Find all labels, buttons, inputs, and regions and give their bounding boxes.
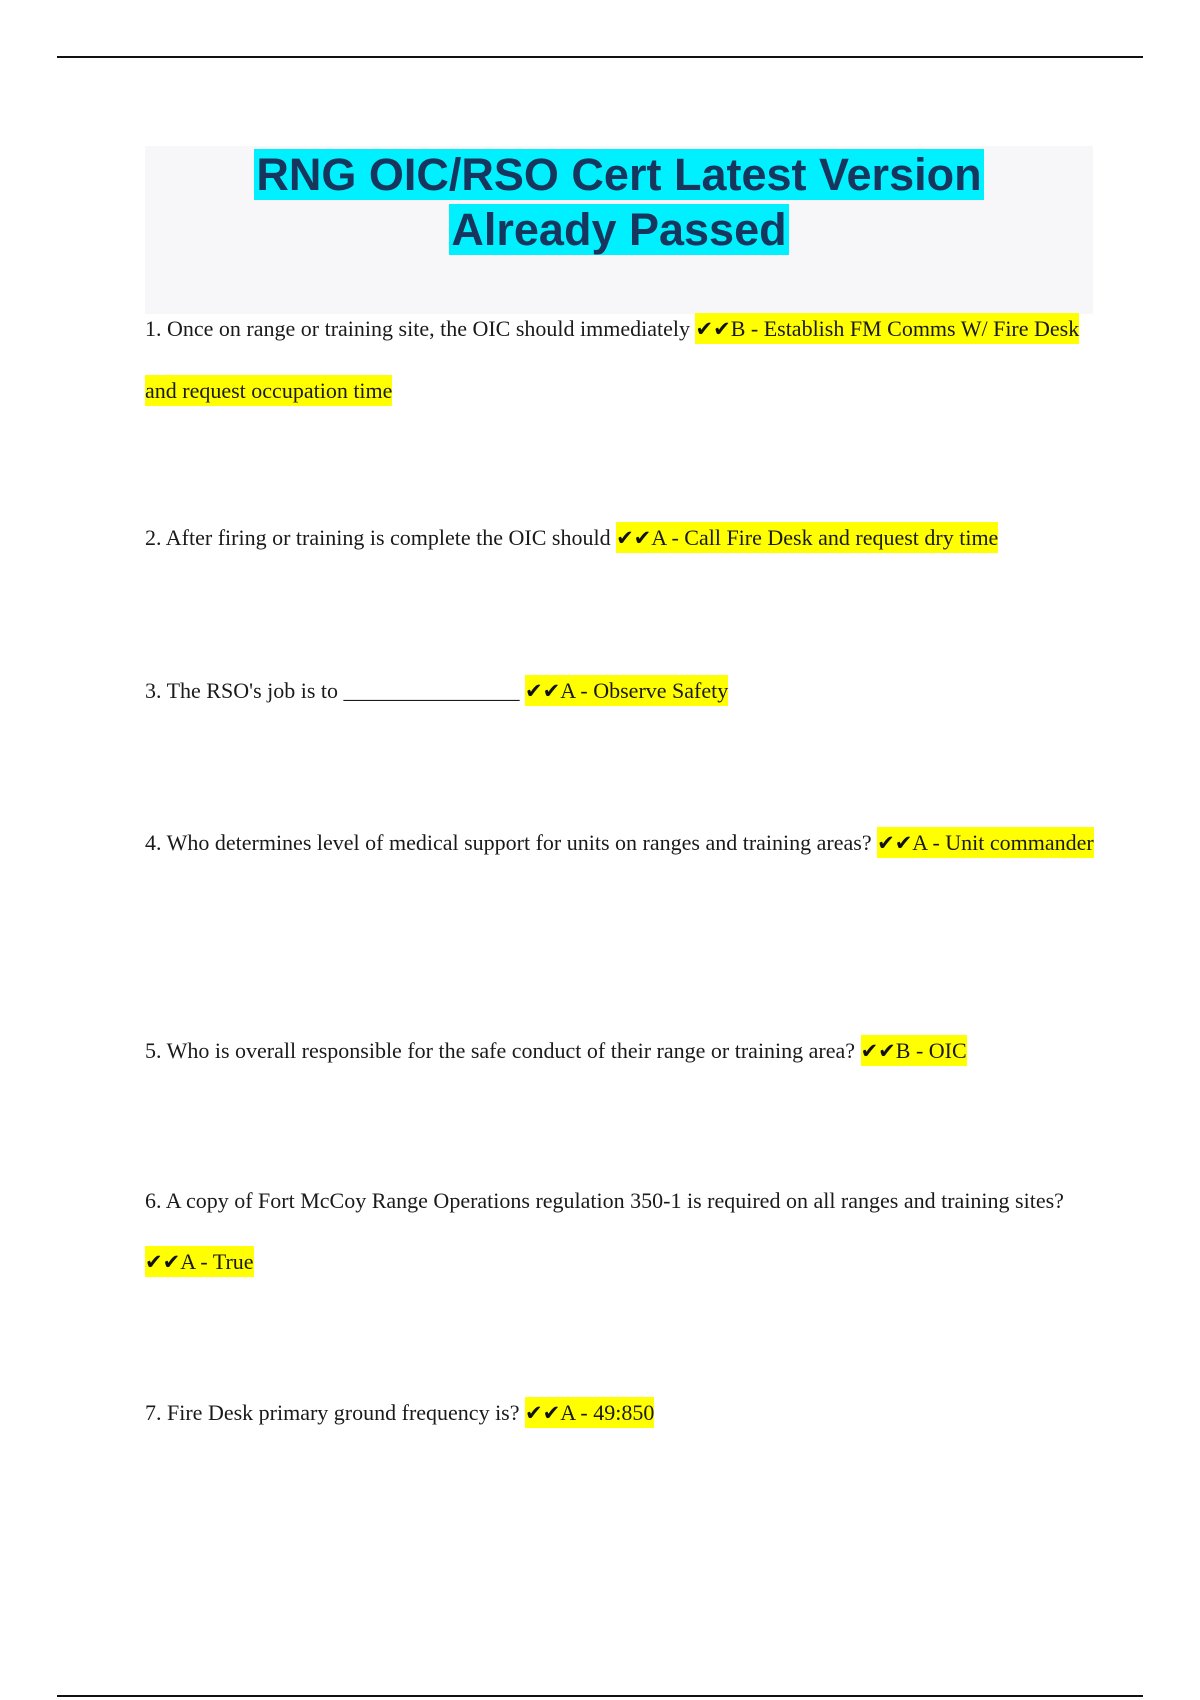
question-item <box>145 298 1105 421</box>
answer-highlight <box>525 1397 654 1428</box>
answer-highlight <box>877 827 1094 858</box>
question-item <box>145 660 1105 722</box>
double-check-icon: ✔✔ <box>525 1401 561 1425</box>
question-item <box>145 507 1105 569</box>
title-line-1 <box>145 147 1093 202</box>
answer-text: A - 49:850 <box>560 1400 655 1425</box>
double-check-icon: ✔✔ <box>877 831 913 855</box>
double-check-icon: ✔✔ <box>616 526 652 550</box>
bottom-rule <box>57 1695 1143 1697</box>
question-text: 5. Who is overall responsible for the safe conduct of their range or training area? <box>145 1038 861 1063</box>
question-text: 2. After firing or training is complete the OIC should <box>145 525 617 550</box>
question-item <box>145 1020 1105 1082</box>
double-check-icon: ✔✔ <box>860 1039 896 1063</box>
answer-highlight <box>525 675 728 706</box>
question-text: 1. Once on range or training site, the OIC should immediately <box>145 316 696 341</box>
answer-highlight <box>861 1035 967 1066</box>
answer-text: A - Unit commander <box>912 830 1094 855</box>
answer-text: A - Observe Safety <box>560 678 729 703</box>
answer-text: A - True <box>180 1249 254 1274</box>
answer-text: A - Call Fire Desk and request dry time <box>651 525 999 550</box>
answer-text: B - Establish FM Comms W/ Fire Desk and request occupation time <box>145 316 1080 403</box>
double-check-icon: ✔✔ <box>695 317 731 341</box>
question-item <box>145 1170 1105 1293</box>
question-text: 4. Who determines level of medical support for units on ranges and training areas? <box>145 830 878 855</box>
answer-text: B - OIC <box>895 1038 967 1063</box>
double-check-icon: ✔✔ <box>525 679 561 703</box>
title-line-2 <box>145 202 1093 257</box>
question-text: 3. The RSO's job is to ________________ <box>145 678 526 703</box>
question-item <box>145 812 1105 874</box>
double-check-icon: ✔✔ <box>145 1250 181 1274</box>
top-rule <box>57 56 1143 58</box>
title-box <box>145 146 1093 314</box>
title-highlight: RNG OIC/RSO Cert Latest Version <box>256 149 982 200</box>
question-item <box>145 1382 1105 1444</box>
question-text: 7. Fire Desk primary ground frequency is? <box>145 1400 526 1425</box>
answer-highlight <box>145 1246 254 1277</box>
answer-highlight <box>616 522 998 553</box>
title-highlight: Already Passed <box>451 204 787 255</box>
question-text: 6. A copy of Fort McCoy Range Operations regulation 350-1 is required on all ranges and training sites? <box>145 1188 1064 1213</box>
